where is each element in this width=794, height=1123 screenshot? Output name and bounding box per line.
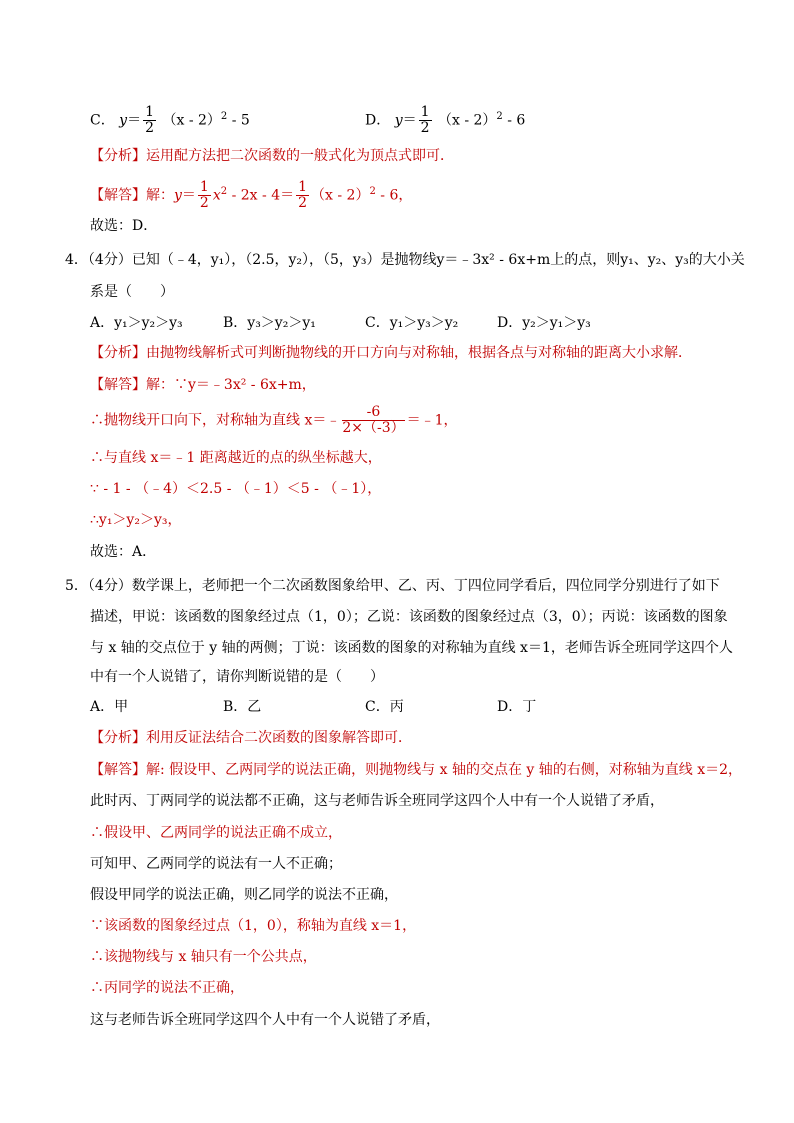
q4-answer: 【解答】解：∵y＝﹣3x² - 6x+m， <box>90 377 316 393</box>
q4-step4: ∴y₁＞y₂＞y₃， <box>90 512 182 528</box>
q5-stem-line2: 描述，甲说：该函数的图象经过点（1，0）；乙说：该函数的图象经过点（3，0）；丙说：该函数的图象 <box>90 609 728 625</box>
q5-option-c: C．丙 <box>365 699 404 715</box>
q5-option-d: D．丁 <box>497 699 537 715</box>
q4-step2: ∴与直线 x＝﹣1 距离越近的点的纵坐标越大， <box>90 450 382 466</box>
q5-stem-line1: 5．（4分）数学课上，老师把一个二次函数图象给甲、乙、丙、丁四位同学看后，四位同学分别进行了如下 <box>65 578 720 594</box>
q4-option-b: B．y₃＞y₂＞y₁ <box>223 315 316 331</box>
q3-answer: 【解答】解：y＝ $\frac{1}{2}$ $x^2 - 2x - 4=$ $\frac{1}{2}$ （x - 2）$^2$ - 6， <box>90 179 413 211</box>
option-d: D． y＝ $\frac{1}{2}$ （x - 2）$^2$ - 6 <box>365 104 526 136</box>
q4-step3: ∵ - 1 - （﹣4）＜2.5 - （﹣1）＜5 - （﹣1）， <box>90 481 382 497</box>
q4-stem-line2: 系是（ ） <box>90 284 174 300</box>
q4-option-d: D．y₂＞y₁＞y₃ <box>497 315 591 331</box>
q5-option-b: B．乙 <box>223 699 262 715</box>
q4-step1: ∴抛物线开口向下，对称轴为直线 x＝﹣ $\frac{-6}{2\times(-3)}$ ＝﹣1， <box>90 404 458 436</box>
q5-step4: 假设甲同学的说法正确，则乙同学的说法不正确， <box>90 887 398 903</box>
option-c: C． y＝ $\frac{1}{2}$ （x - 2）$^2$ - 5 <box>90 104 250 136</box>
q4-stem-line1: 4．（4分）已知（﹣4，y₁），（2.5，y₂），（5，y₃）是抛物线y＝﹣3x² - 6x+m上的点，则y₁、y₂、y₃的大小关 <box>65 252 745 268</box>
q5-analysis: 【分析】利用反证法结合二次函数的图象解答即可． <box>90 730 412 746</box>
q3-conclusion: 故选：D． <box>90 218 158 234</box>
q5-option-a: A．甲 <box>90 699 129 715</box>
q5-step6: ∴该抛物线与 x 轴只有一个公共点， <box>90 949 317 965</box>
q4-conclusion: 故选：A． <box>90 544 157 560</box>
q5-stem-line3: 与 x 轴的交点位于 y 轴的两侧；丁说：该函数的图象的对称轴为直线 x＝1，老师告诉全班同学这四个人 <box>90 640 733 656</box>
q5-step8: 这与老师告诉全班同学这四个人中有一个人说错了矛盾， <box>90 1012 440 1028</box>
q4-option-c: C．y₁＞y₃＞y₂ <box>365 315 459 331</box>
q5-stem-line4: 中有一个人说错了，请你判断说错的是（ ） <box>90 669 384 685</box>
q4-analysis: 【分析】由抛物线解析式可判断抛物线的开口方向与对称轴，根据各点与对称轴的距离大小求解． <box>90 345 692 361</box>
q5-step7: ∴丙同学的说法不正确， <box>90 980 244 996</box>
q4-option-a: A．y₁＞y₂＞y₃ <box>90 315 183 331</box>
q5-answer: 【解答】解: 假设甲、乙两同学的说法正确，则抛物线与 x 轴的交点在 y 轴的右侧，对称轴为直线 x＝2， <box>90 762 743 778</box>
q5-step1: 此时丙、丁两同学的说法都不正确，这与老师告诉全班同学这四个人中有一个人说错了矛盾， <box>90 793 664 809</box>
q5-step2: ∴假设甲、乙两同学的说法正确不成立， <box>90 825 342 841</box>
q5-step3: 可知甲、乙两同学的说法有一人不正确； <box>90 856 342 872</box>
q5-step5: ∵该函数的图象经过点（1，0），称轴为直线 x＝1， <box>90 918 417 934</box>
q3-analysis: 【分析】运用配方法把二次函数的一般式化为顶点式即可． <box>90 148 454 164</box>
